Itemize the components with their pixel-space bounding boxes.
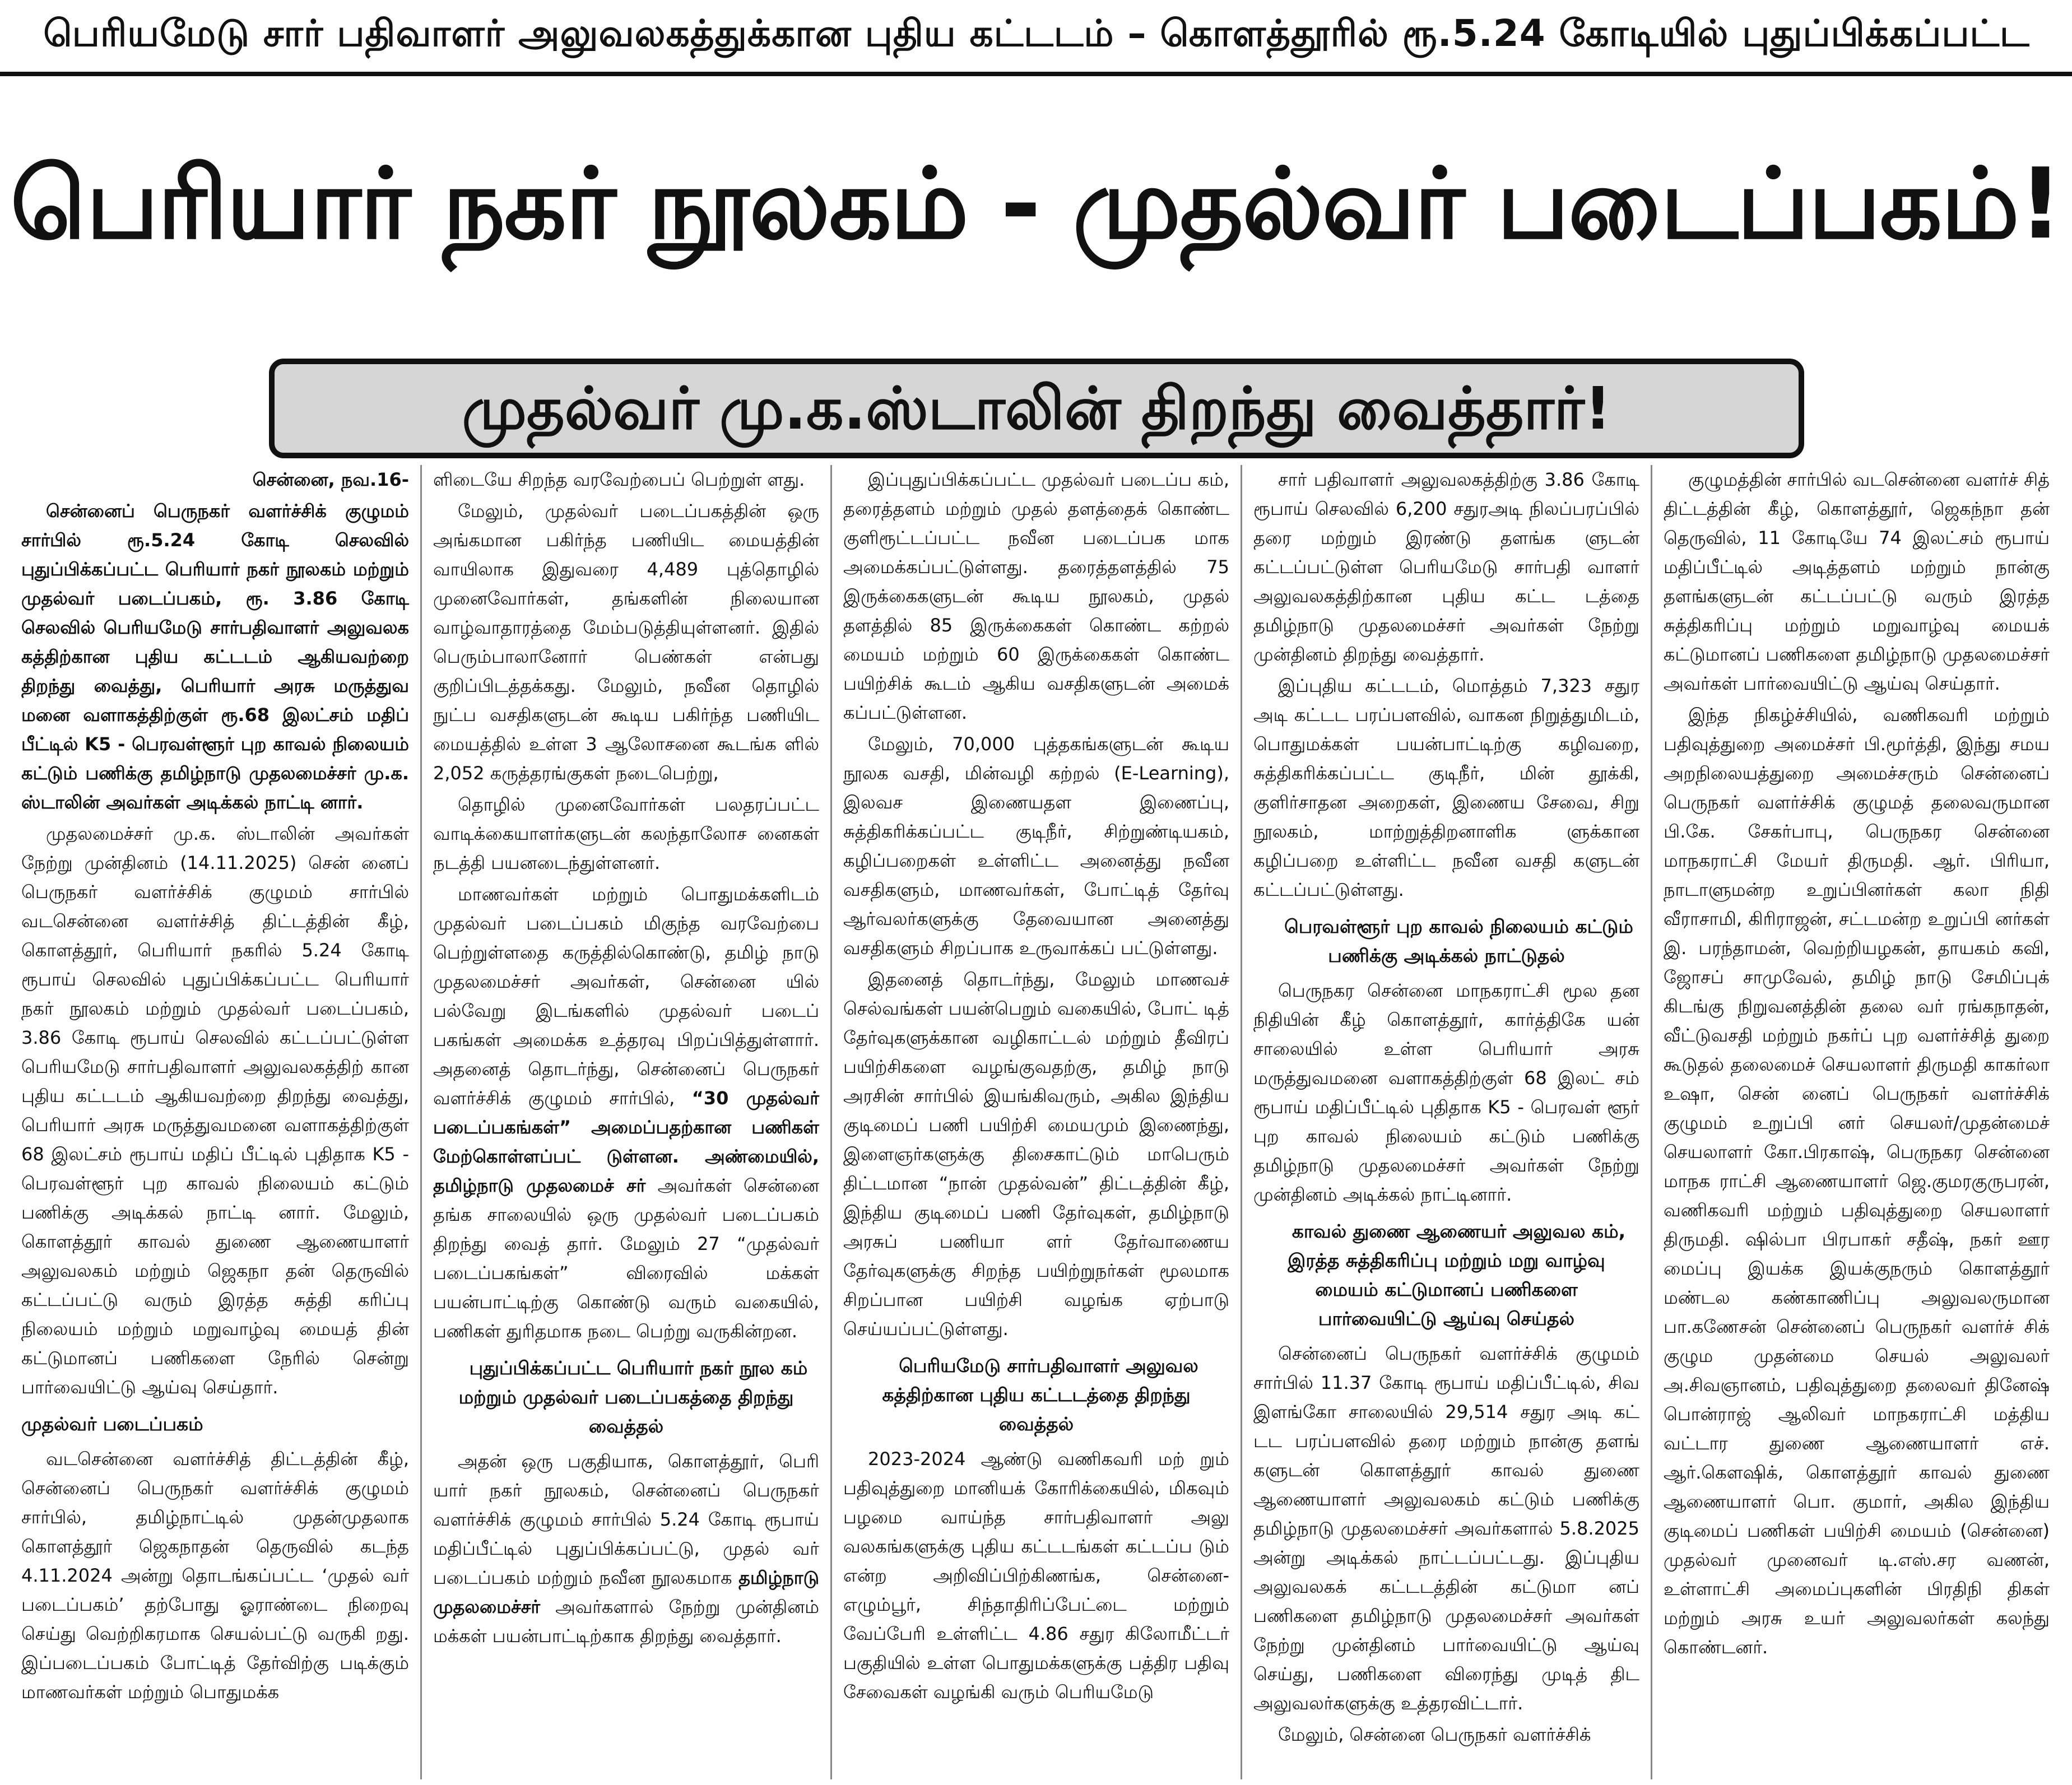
paragraph: இந்த நிகழ்ச்சியில், வணிகவரி மற்றும் பதிவுத்துறை அமைச்சர் பி.மூர்த்தி, இந்து சமய அறநிலையத்துறை அமைச்சரும் சென்னைப் பெருநகர் வளர்ச்சிக் குழுமத் தலைவருமான பி.கே. சேகர்பாபு, பெருநகர சென்னை மாநகராட்சி மேயர் திருமதி. ஆர். பிரியா, நாடாளுமன்ற உறுப்பினர்கள் கலா நிதி வீராசாமி, கிரிராஜன், சட்டமன்ற உறுப்பி னர்கள் இ. பரந்தாமன், வெற்றியழகன், தாயகம் கவி, ஜோசப் சாமுவேல், தமிழ் நாடு சேமிப்புக் கிடங்கு நிறுவனத்தின் தலை வர் ரங்கநாதன், வீட்டுவசதி மற்றும் நகர்ப் புற வளர்ச்சித் துறை கூடுதல் தலைமைச் செயலாளர் திருமதி காகர்லா உஷா, சென் னைப் பெருநகர் வளர்ச்சிக் குழுமம் உறுப்பி னர் செயலர்/முதன்மைச் செயலாளர் கோ.பிரகாஷ், பெருநகர சென்னை மாநக ராட்சி ஆணையாளர் ஜெ.குமரகுருபரன், வணிகவரி மற்றும் பதிவுத்துறை செயலாளர் திருமதி. ஷில்பா பிரபாகர் சதீஷ், நகர் ஊர மைப்பு இயக்க இயக்குநரும் கொளத்தூர் மண்டல கண்காணிப்பு அலுவலருமான பா.கணேசன் சென்னைப் பெருநகர் வளர்ச் சிக் குழும முதன்மை செயல் அலுவலர் அ.சிவஞானம், பதிவுத்துறை தலைவர் தினேஷ் பொன்ராஜ் ஆலிவர் மாநகராட்சி மத்திய வட்டார துணை ஆணையாளர் எச். ஆர்.கௌஷிக், கொளத்தூர் காவல் துணை ஆணையாளர் பொ. குமார், அகில இந்திய குடிமைப் பணிகள் பயிற்சி மையம் (சென்னை) முதல்வர் முனைவர் டி.எஸ்.சர வணன், உள்ளாட்சி அமைப்புகளின் பிரதிநி திகள் மற்றும் அரசு உயர் அலுவலர்கள் கலந்து கொண்டனர். — [1664, 704, 2050, 1658]
paragraph: இதனைத் தொடர்ந்து, மேலும் மாணவச் செல்வங்கள் பயன்பெறும் வகையில், போட் டித் தேர்வுகளுக்கான வழிகாட்டல் மற்றும் தீவிரப் பயிற்சிகளை வழங்குவதற்கு, தமிழ் நாடு அரசின் சார்பில் இயங்கிவரும், அகில இந்திய குடிமைப் பணி பயிற்சி மையமும் இணைந்து, இளைஞர்களுக்கு திசைகாட்டும் மாபெரும் திட்டமான “நான் முதல்வன்” திட்டத்தின் கீழ், இந்திய குடிமைப் பணி தேர்வுகள், தமிழ்நாடு அரசுப் பணியா ளர் தேர்வாணைய தேர்வுகளுக்கு சிறந்த பயிற்றுநர்கள் மூலமாக சிறப்பான பயிற்சி வழங்க ஏற்பாடு செய்யப்பட்டுள்ளது. — [843, 969, 1229, 1340]
bold-phrase: “30 முதல்வர் படைப்பகங்கள்” அமைப்பதற்கான பணிகள் மேற்கொள்ளப்பட் டுள்ளன. அண்மையில், தமிழ்நாடு முதலமைச் சர் — [433, 1087, 820, 1196]
paragraph: தொழில் முனைவோர்கள் பலதரப்பட்ட வாடிக்கையாளர்களுடன் கலந்தாலோச னைகள் நடத்தி பயனடைந்துள்ளனர். — [433, 794, 819, 873]
paragraph: சென்னைப் பெருநகர் வளர்ச்சிக் குழுமம் சார்பில் 11.37 கோடி ரூபாய் மதிப்பீட்டில், சிவ இளங்கோ சாலையில் 29,514 சதுர அடி கட் டட பரப்பளவில் தரை மற்றும் நான்கு தளங் களுடன் கொளத்தூர் காவல் துணை ஆணையாளர் அலுவலகம் கட்டும் பணிக்கு தமிழ்நாடு முதலமைச்சர் அவர்களால் 5.8.2025 அன்று அடிக்கல் நாட்டப்பட்டது. இப்புதிய அலுவலகக் கட்டடத்தின் கட்டுமா னப் பணிகளை தமிழ்நாடு முதலமைச்சர் அவர்கள் நேற்று முன்தினம் பார்வையிட்டு ஆய்வு செய்து, பணிகளை விரைந்து முடித் திட அலுவலர்களுக்கு உத்தரவிட்டார். — [1253, 1343, 1639, 1714]
subheadline-box: முதல்வர் மு.க.ஸ்டாலின் திறந்து வைத்தார்! — [269, 359, 1804, 458]
paragraph: பெருநகர சென்னை மாநகராட்சி மூல தன நிதியின் கீழ் கொளத்தூர், கார்த்திகே யன் சாலையில் உள்ள பெரியார் அரசு மருத்துவமனை வளாகத்திற்குள் 68 இலட் சம் ரூபாய் மதிப்பீட்டில் புதிதாக K5 - பெரவள் ளூர் புற காவல் நிலையம் கட்டும் பணிக்கு தமிழ்நாடு முதலமைச்சர் அவர்கள் நேற்று முன்தினம் அடிக்கல் நாட்டினார். — [1253, 980, 1639, 1205]
paragraph: சார் பதிவாளர் அலுவலகத்திற்கு 3.86 கோடி ரூபாய் செலவில் 6,200 சதுரஅடி நிலப்பரப்பில் தரை மற்றும் இரண்டு தளங்க ளுடன் கட்டப்பட்டுள்ள பெரியமேடு சார்பதி வாளர் அலுவலகத்திற்கான புதிய கட்ட டத்தை தமிழ்நாடு முதலமைச்சர் அவர்கள் நேற்று முன்தினம் திறந்து வைத்தார். — [1253, 469, 1639, 665]
paragraph: முதலமைச்சர் மு.க. ஸ்டாலின் அவர்கள் நேற்று முன்தினம் (14.11.2025) சென் னைப் பெருநகர் வளர்ச்சிக் குழுமம் சார்பில் வடசென்னை வளர்ச்சித் திட்டத்தின் கீழ், கொளத்தூர், பெரியார் நகரில் 5.24 கோடி ரூபாய் செலவில் புதுப்பிக்கப்பட்ட பெரியார் நகர் நூலகம் மற்றும் முதல்வர் படைப்பகம், 3.86 கோடி ரூபாய் செலவில் கட்டப்பட்டுள்ள பெரியமேடு சார்பதிவாளர் அலுவலகத்திற் கான புதிய கட்டடம் ஆகியவற்றை திறந்து வைத்து, பெரியார் அரசு மருத்துவமனை வளாகத்திற்குள் 68 இலட்சம் ரூபாய் மதிப் பீட்டில் புதிதாக K5 - பெரவள்ளூர் புற காவல் நிலையம் கட்டும் பணிக்கு அடிக்கல் நாட்டி னார். மேலும், கொளத்தூர் காவல் துணை ஆணையாளர் அலுவலகம் மற்றும் ஜெகநா தன் தெருவில் கட்டப்பட்டு வரும் இரத்த சுத்தி கரிப்பு நிலையம் மற்றும் மறுவாழ்வு மையத் தின் கட்டுமானப் பணிகளை நேரில் சென்று பார்வையிட்டு ஆய்வு செய்தார். — [21, 823, 410, 1398]
article-column-3 — [830, 465, 1241, 1779]
lead-paragraph: சென்னைப் பெருநகர் வளர்ச்சிக் குழுமம் சார்பில் ரூ.5.24 கோடி செலவில் புதுப்பிக்கப்பட்ட பெரியார் நகர் நூலகம் மற்றும் முதல்வர் படைப்பகம், ரூ. 3.86 கோடி செலவில் பெரியமேடு சார்பதிவாளர் அலுவலக கத்திற்கான புதிய கட்டடம் ஆகியவற்றை திறந்து வைத்து, பெரியார் அரசு மருத்துவ மனை வளாகத்திற்குள் ரூ.68 இலட்சம் மதிப் பீட்டில் K5 - பெரவள்ளூர் புற காவல் நிலையம் கட்டும் பணிக்கு தமிழ்நாடு முதலமைச்சர் மு.க. ஸ்டாலின் அவர்கள் அடிக்கல் நாட்டி னார். — [21, 500, 409, 813]
main-headline: பெரியார் நகர் நூலகம் - முதல்வர் படைப்பகம்! — [10, 147, 2062, 261]
paragraph: 2023-2024 ஆண்டு வணிகவரி மற் றும் பதிவுத்துறை மானியக் கோரிக்கையில், மிகவும் பழமை வாய்ந்த சார்பதிவாளர் அலு வலகங்களுக்கு புதிய கட்டடங்கள் கட்டப்ப டும் என்ற அறிவிப்பிற்கிணங்க, சென்னை- எழும்பூர், சிந்தாதிரிப்பேட்டை மற்றும் வேப்பேரி உள்ளிட்ட 4.86 சதுர கிலோமீட்டர் பகுதியில் உள்ள பொதுமக்களுக்கு பத்திர பதிவு சேவைகள் வழங்கி வரும் பெரியமேடு — [843, 1448, 1229, 1703]
paragraph — [433, 1447, 819, 1651]
paragraph-text: அவர்களால் நேற்று முன்தினம் மக்கள் பயன்பாட்டிற்காக திறந்து வைத்தார். — [433, 1596, 819, 1647]
section-heading: முதல்வர் படைப்பகம் — [21, 1413, 203, 1435]
kicker-headline: பெரியமேடு சார் பதிவாளர் அலுவலகத்துக்கான புதிய கட்டடம் – கொளத்தூரில் ரூ.5.24 கோடியில் புதுப்பிக்கப்பட்ட — [43, 12, 2030, 55]
article-column-4 — [1241, 465, 1651, 1779]
paragraph: வடசென்னை வளர்ச்சித் திட்டத்தின் கீழ், சென்னைப் பெருநகர் வளர்ச்சிக் குழுமம் சார்பில், தமிழ்நாட்டில் முதன்முதலாக கொளத்தூர் ஜெகநாதன் தெருவில் கடந்த 4.11.2024 அன்று தொடங்கப்பட்ட ‘முதல் வர் படைப்பகம்’ தற்போது ஓராண்டை நிறைவு செய்து வெற்றிகரமாக செயல்பட்டு வருகி றது. இப்படைப்பகம் போட்டித் தேர்விற்கு படிக்கும் மாணவர்கள் மற்றும் பொதுமக்க — [21, 1448, 409, 1703]
section-heading: பெரியமேடு சார்பதிவாளர் அலுவல கத்திற்கான புதிய கட்டடத்தை திறந்து வைத்தல் — [882, 1355, 1198, 1435]
paragraph: ளிடையே சிறந்த வரவேற்பைப் பெற்றுள் ளது. — [433, 469, 805, 490]
article-columns — [10, 465, 2062, 1779]
article-column-2 — [420, 465, 830, 1779]
article-column-5 — [1651, 465, 2061, 1779]
dateline: சென்னை, நவ.16- — [252, 469, 409, 490]
section-heading: பெரவள்ளூர் புற காவல் நிலையம் கட்டும் பணிக்கு அடிக்கல் நாட்டுதல் — [1284, 915, 1633, 966]
paragraph: இப்புதிய கட்டடம், மொத்தம் 7,323 சதுர அடி கட்டட பரப்பளவில், வாகன நிறுத்துமிடம், பொதுமக்கள் பயன்பாட்டிற்கு கழிவறை, சுத்திகரிக்கப்பட்ட குடிநீர், மின் தூக்கி, குளிர்சாதன அறைகள், இணைய சேவை, சிறு நூலகம், மாற்றுத்திறனாளிக ளுக்கான கழிப்பறை உள்ளிட்ட நவீன வசதி களுடன் கட்டப்பட்டுள்ளது. — [1253, 675, 1639, 900]
paragraph: மேலும், சென்னை பெருநகர் வளர்ச்சிக் — [1278, 1724, 1591, 1745]
paragraph-text: அவர்கள் சென்னை தங்க சாலையில் ஒரு முதல்வர் படைப்பகம் திறந்து வைத் தார். மேலும் 27 “முதல்வர் படைப்பகங்கள்” விரைவில் மக்கள் பயன்பாட்டிற்கு கொண்டு வரும் வகையில், பணிகள் துரிதமாக நடை பெற்று வருகின்றன. — [433, 1175, 819, 1342]
paragraph-text: மாணவர்கள் மற்றும் பொதுமக்களிடம் முதல்வர் படைப்பகம் மிகுந்த வரவேற்பை பெற்றுள்ளதை கருத்தில்கொண்டு, தமிழ் நாடு முதலமைச்சர் அவர்கள், சென்னை யில் பல்வேறு இடங்களில் முதல்வர் படைப் பகங்கள் அமைக்க உத்தரவு பிறப்பித்துள்ளார். அதனைத் தொடர்ந்து, சென்னைப் பெருநகர் வளர்ச்சிக் குழுமம் சார்பில், — [433, 884, 819, 1109]
paragraph — [433, 880, 819, 1346]
paragraph: மேலும், 70,000 புத்தகங்களுடன் கூடிய நூலக வசதி, மின்வழி கற்றல் (E-Learning), இலவச இணையதள இணைப்பு, சுத்திகரிக்கப்பட்ட குடிநீர், சிற்றுண்டியகம், கழிப்பறைகள் உள்ளிட்ட அனைத்து நவீன வசதிகளும், மாணவர்கள், போட்டித் தேர்வு ஆர்வலர்களுக்கு தேவையான அனைத்து வசதிகளும் சிறப்பாக உருவாக்கப் பட்டுள்ளது. — [843, 733, 1229, 959]
paragraph: மேலும், முதல்வர் படைப்பகத்தின் ஒரு அங்கமான பகிர்ந்த பணியிட மையத்தின் வாயிலாக இதுவரை 4,489 புத்தொழில் முனைவோர்கள், தங்களின் நிலையான வாழ்வாதாரத்தை மேம்படுத்தியுள்ளனர். இதில் பெரும்பாலானோர் பெண்கள் என்பது குறிப்பிடத்தக்கது. மேலும், நவீன தொழில் நுட்ப வசதிகளுடன் கூடிய பகிர்ந்த பணியிட மையத்தில் உள்ள 3 ஆலோசனை கூடங்க ளில் 2,052 கருத்தரங்குகள் நடைபெற்று, — [433, 500, 819, 784]
section-heading: காவல் துணை ஆணையர் அலுவல கம், இரத்த சுத்திகரிப்பு மற்றும் மறு வாழ்வு மையம் கட்டுமானப் பணிகளை பார்வையிட்டு ஆய்வு செய்தல் — [1288, 1220, 1626, 1330]
article-column-1 — [10, 465, 420, 1779]
section-heading: புதுப்பிக்கப்பட்ட பெரியார் நகர் நூல கம் மற்றும் முதல்வர் படைப்பகத்தை திறந்து வைத்தல் — [458, 1357, 808, 1437]
paragraph: இப்புதுப்பிக்கப்பட்ட முதல்வர் படைப்ப கம், தரைத்தளம் மற்றும் முதல் தளத்தைக் கொண்ட குளிரூட்டப்பட்ட நவீன படைப்பக மாக அமைக்கப்பட்டுள்ளது. தரைத்தளத்தில் 75 இருக்கைகளுடன் கூடிய நூலகம், முதல் தளத்தில் 85 இருக்கைகள் கொண்ட கற்றல் மையம் மற்றும் 60 இருக்கைகள் கொண்ட பயிற்சிக் கூடம் ஆகிய வசதிகளுடன் அமைக் கப்பட்டுள்ளன. — [843, 469, 1229, 723]
top-rule — [0, 72, 2072, 76]
bold-phrase: தமிழ்நாடு முதலமைச்சர் — [433, 1567, 819, 1617]
paragraph-text: அதன் ஒரு பகுதியாக, கொளத்தூர், பெரி யார் நகர் நூலகம், சென்னைப் பெருநகர் வளர்ச்சிக் குழுமம் சார்பில் 5.24 கோடி ரூபாய் மதிப்பீட்டில் புதுப்பிக்கப்பட்டு, முதல் வர் படைப்பகம் மற்றும் நவீன நூலகமாக — [433, 1451, 819, 1588]
paragraph: குழுமத்தின் சார்பில் வடசென்னை வளர்ச் சித் திட்டத்தின் கீழ், கொளத்தூர், ஜெகந்நா தன் தெருவில், 11 கோடியே 74 இலட்சம் ரூபாய் மதிப்பீட்டில் அடித்தளம் மற்றும் நான்கு தளங்களுடன் கட்டப்பட்டு வரும் இரத்த சுத்திகரிப்பு மற்றும் மறுவாழ்வு மையக் கட்டுமானப் பணிகளை தமிழ்நாடு முதலமைச்சர் அவர்கள் பார்வையிட்டு ஆய்வு செய்தார். — [1664, 469, 2050, 694]
